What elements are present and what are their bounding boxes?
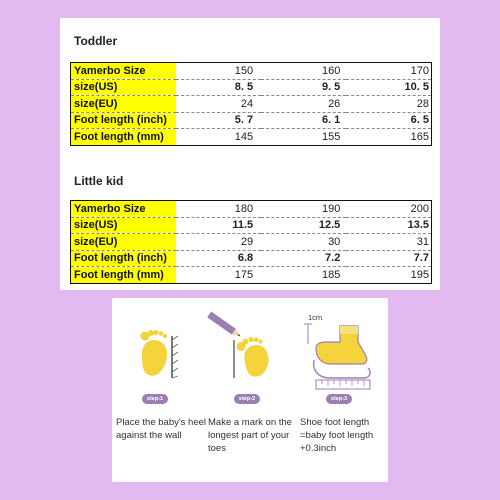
table-cell: 160 xyxy=(261,63,346,80)
row-label: Foot length (mm) xyxy=(71,129,177,146)
table-cell: 24 xyxy=(176,96,261,113)
table-cell: 6.8 xyxy=(176,250,261,267)
little-kid-size-table xyxy=(70,200,432,284)
table-cell: 13.5 xyxy=(346,217,431,234)
table-cell: 6. 1 xyxy=(261,112,346,129)
measure-label: 1cm xyxy=(308,313,323,322)
table-cell: 5. 7 xyxy=(176,112,261,129)
table-row xyxy=(71,250,432,267)
size-chart-sheet xyxy=(60,18,440,290)
table-cell: 180 xyxy=(176,201,261,218)
row-label: size(US) xyxy=(71,79,177,96)
table-cell: 200 xyxy=(346,201,431,218)
shoe-measure-icon xyxy=(296,298,388,394)
table-row xyxy=(71,267,432,284)
table-cell: 195 xyxy=(410,268,429,281)
row-label: size(EU) xyxy=(71,234,177,251)
row-label: Foot length (inch) xyxy=(71,112,177,129)
table-row xyxy=(71,129,432,146)
table-cell: 190 xyxy=(261,201,346,218)
table-cell: 29 xyxy=(176,234,261,251)
table-row xyxy=(71,96,432,113)
table-row xyxy=(71,201,432,218)
table-cell: 6. 5 xyxy=(346,112,431,129)
table-cell: 175 xyxy=(234,268,254,281)
table-cell: 7.2 xyxy=(261,250,346,267)
step-caption: Place the baby's heel against the wall xyxy=(116,417,207,441)
toddler-title: Toddler xyxy=(74,34,118,48)
table-cell: 170 xyxy=(346,63,431,80)
table-row xyxy=(71,217,432,234)
table-cell: 28 xyxy=(346,96,431,113)
step-3-panel xyxy=(296,298,388,482)
toddler-size-table xyxy=(70,62,432,146)
table-cell: 10. 5 xyxy=(346,79,431,96)
pencil-mark-icon xyxy=(204,298,296,394)
table-row xyxy=(71,63,432,80)
table-cell: 30 xyxy=(261,234,346,251)
step-caption: Shoe foot length =baby foot length +0.3inch xyxy=(300,417,374,454)
table-cell: 145 xyxy=(234,130,254,143)
row-label: Foot length (inch) xyxy=(71,250,177,267)
table-row xyxy=(71,79,432,96)
measuring-steps-card xyxy=(112,298,388,482)
step-badge: step-2 xyxy=(234,394,260,404)
table-cell: 7.7 xyxy=(346,250,431,267)
row-label: Yamerbo Size xyxy=(71,201,177,218)
table-cell: 9. 5 xyxy=(261,79,346,96)
table-cell: 26 xyxy=(261,96,346,113)
table-cell: 150 xyxy=(176,63,261,80)
table-cell: 31 xyxy=(346,234,431,251)
row-label: size(US) xyxy=(71,217,177,234)
step-1-panel xyxy=(112,298,207,482)
table-cell: 155 xyxy=(321,130,341,143)
table-cell: 11.5 xyxy=(176,217,261,234)
step-caption: Make a mark on the longest part of your toes xyxy=(208,417,292,454)
table-cell: 185 xyxy=(321,268,341,281)
row-label: Foot length (mm) xyxy=(71,267,177,284)
row-label: Yamerbo Size xyxy=(71,63,177,80)
foot-against-wall-icon xyxy=(112,298,204,394)
table-row xyxy=(71,234,432,251)
little-kid-title: Little kid xyxy=(74,174,124,188)
step-badge: step-1 xyxy=(142,394,168,404)
step-2-panel xyxy=(204,298,296,482)
row-label: size(EU) xyxy=(71,96,177,113)
table-row xyxy=(71,112,432,129)
step-badge: step-3 xyxy=(326,394,352,404)
table-cell: 165 xyxy=(410,130,429,143)
table-cell: 12.5 xyxy=(261,217,346,234)
table-cell: 8. 5 xyxy=(176,79,261,96)
